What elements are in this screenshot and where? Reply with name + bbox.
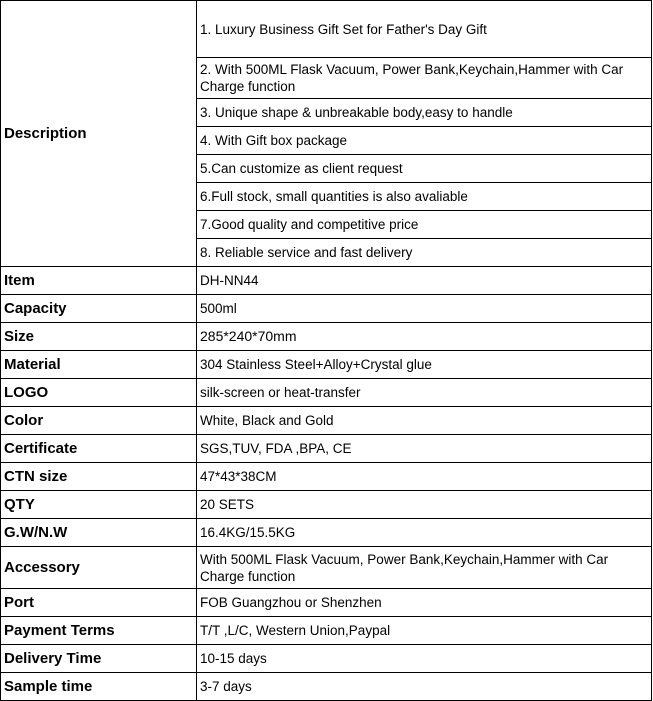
delivery-time-label: Delivery Time: [1, 645, 197, 673]
description-item: 3. Unique shape & unbreakable body,easy to handle: [197, 99, 652, 127]
weight-label: G.W/N.W: [1, 519, 197, 547]
ctn-size-label: CTN size: [1, 463, 197, 491]
port-label: Port: [1, 589, 197, 617]
port-value: FOB Guangzhou or Shenzhen: [197, 589, 652, 617]
logo-label: LOGO: [1, 379, 197, 407]
table-row: [1, 407, 652, 435]
capacity-value: 500ml: [197, 295, 652, 323]
table-row: [1, 323, 652, 351]
description-item: 4. With Gift box package: [197, 127, 652, 155]
payment-terms-label: Payment Terms: [1, 617, 197, 645]
description-item: 6.Full stock, small quantities is also avaliable: [197, 183, 652, 211]
certificate-label: Certificate: [1, 435, 197, 463]
table-row: [1, 295, 652, 323]
table-row: [1, 379, 652, 407]
ctn-size-value: 47*43*38CM: [197, 463, 652, 491]
material-value: 304 Stainless Steel+Alloy+Crystal glue: [197, 351, 652, 379]
table-row: [1, 491, 652, 519]
table-row: [1, 351, 652, 379]
table-row: [1, 519, 652, 547]
sample-time-label: Sample time: [1, 673, 197, 701]
capacity-label: Capacity: [1, 295, 197, 323]
material-label: Material: [1, 351, 197, 379]
size-label: Size: [1, 323, 197, 351]
table-row: [1, 547, 652, 589]
qty-label: QTY: [1, 491, 197, 519]
item-label: Item: [1, 267, 197, 295]
item-value: DH-NN44: [197, 267, 652, 295]
description-item: 5.Can customize as client request: [197, 155, 652, 183]
sample-time-value: 3-7 days: [197, 673, 652, 701]
delivery-time-value: 10-15 days: [197, 645, 652, 673]
table-row: [1, 645, 652, 673]
table-row: [1, 589, 652, 617]
table-row: [1, 435, 652, 463]
description-item: 8. Reliable service and fast delivery: [197, 239, 652, 267]
accessory-value: With 500ML Flask Vacuum, Power Bank,Keychain,Hammer with Car Charge function: [197, 547, 652, 589]
table-row: [1, 1, 652, 58]
table-row: [1, 673, 652, 701]
certificate-value: SGS,TUV, FDA ,BPA, CE: [197, 435, 652, 463]
size-value: 285*240*70mm: [197, 323, 652, 351]
accessory-label: Accessory: [1, 547, 197, 589]
qty-value: 20 SETS: [197, 491, 652, 519]
description-item: 1. Luxury Business Gift Set for Father's Day Gift: [197, 1, 652, 58]
weight-value: 16.4KG/15.5KG: [197, 519, 652, 547]
table-row: [1, 463, 652, 491]
color-value: White, Black and Gold: [197, 407, 652, 435]
description-label: Description: [1, 1, 197, 267]
description-item: 2. With 500ML Flask Vacuum, Power Bank,Keychain,Hammer with Car Charge function: [197, 58, 652, 99]
table-row: [1, 267, 652, 295]
logo-value: silk-screen or heat-transfer: [197, 379, 652, 407]
table-row: [1, 617, 652, 645]
description-item: 7.Good quality and competitive price: [197, 211, 652, 239]
payment-terms-value: T/T ,L/C, Western Union,Paypal: [197, 617, 652, 645]
color-label: Color: [1, 407, 197, 435]
